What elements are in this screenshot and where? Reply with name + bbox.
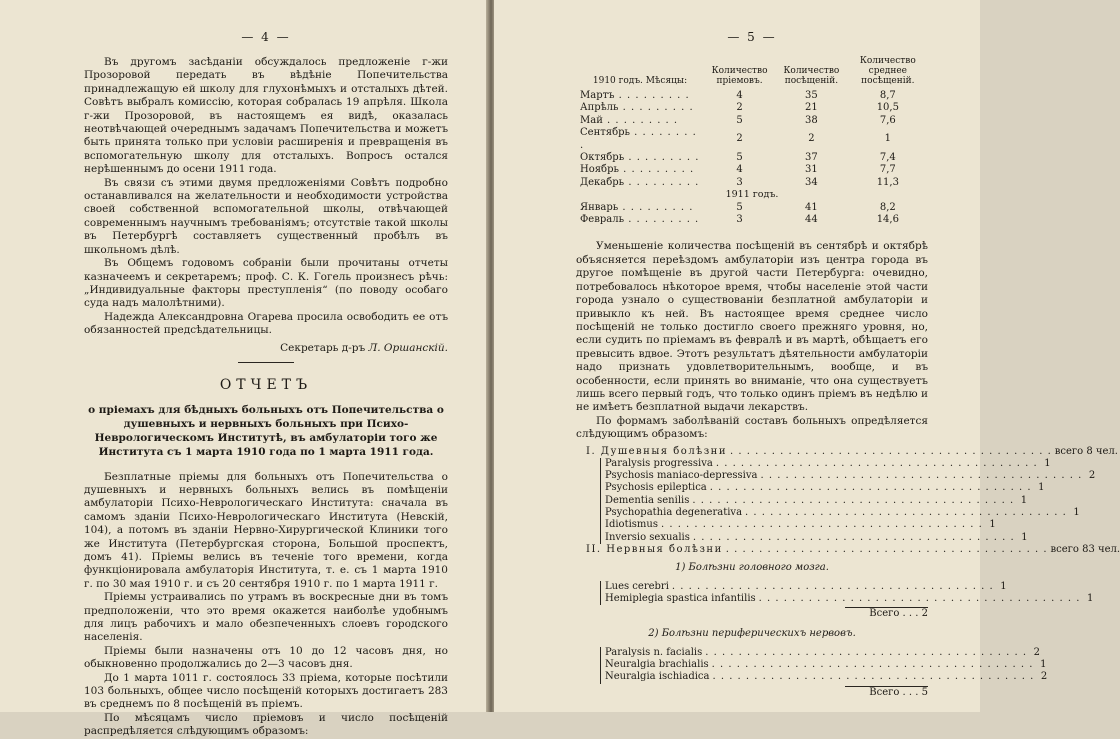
diagnosis-count: 1: [1044, 457, 1051, 469]
cell-receptions: 2: [736, 102, 743, 114]
cell-average: 1: [884, 133, 892, 145]
paragraph: До 1 марта 1011 г. состоялось 33 пріема, которые посѣтили 103 больныхъ, общее число посѣщеній которыхъ достигаетъ 283 въ среднемъ по 8 посѣщеній въ пріемъ.: [84, 671, 448, 711]
list-item: [600, 659, 1047, 671]
cell-average: 11,3: [876, 176, 899, 188]
diagnosis-name: Neuralgia brachialis: [605, 659, 709, 671]
table-row: [576, 102, 928, 114]
section-mental: [576, 445, 1118, 458]
paragraph: Въ Общемъ годовомъ собраніи были прочитаны отчеты казначеемъ и секретаремъ; проф. С. К. Гогель произнесъ рѣчь: „Индивидуальные факторы преступленія“ (по поводу особаго суда надъ малолѣтними).: [84, 257, 448, 310]
cell-receptions: 2: [736, 133, 743, 145]
list-item: [600, 580, 1007, 593]
diagnosis-name: Lues cerebri: [605, 580, 669, 592]
column-header-visits: Количество посѣщеній.: [783, 66, 840, 86]
cell-receptions: 5: [736, 114, 743, 126]
page-number: — 5 —: [727, 30, 777, 44]
table-row: [576, 152, 928, 164]
cell-month: Мартъ . . .: [576, 90, 704, 102]
section-total: всего 8 чел.: [1054, 445, 1118, 457]
signature: [84, 342, 448, 354]
signature-prefix: Секретарь д-ръ: [280, 341, 366, 354]
cell-month: Апрѣль . . .: [576, 102, 704, 114]
paragraph: Въ связи съ этими двумя предложеніями Совѣтъ подробно останавливался на желательности и необходимости устройства своей собственной вспомогательной школы, отвѣчающей современнымъ научнымъ требованіямъ; отсутствіе такой школы въ Петербургѣ составляетъ существенный пробѣлъ въ школьномъ дѣлѣ.: [84, 176, 448, 256]
page-number: — 4 —: [241, 30, 291, 44]
cell-month: Январь . . .: [576, 202, 704, 214]
list-item: [600, 494, 1028, 507]
table-row: [576, 127, 928, 152]
column-header-month: 1910 годъ. Мѣсяцы:: [592, 76, 688, 86]
cell-receptions: 3: [736, 214, 743, 226]
table-row: [576, 202, 928, 214]
cell-average: 7,6: [879, 114, 896, 126]
diagnosis-count: 2: [1088, 470, 1096, 482]
section-nervous: [576, 543, 1120, 556]
cell-receptions: 4: [736, 90, 743, 101]
paragraph: Надежда Александровна Огарева просила освободить ее отъ обязанностей предсѣдательницы.: [84, 310, 448, 337]
diagnosis-name: Psychosis epileptica: [605, 482, 707, 494]
left-page: [0, 0, 488, 738]
diagnosis-name: Inversio sexualis: [605, 531, 690, 543]
cell-month: Декабрь . . .: [576, 177, 704, 189]
diagnosis-count: 1: [1020, 494, 1028, 506]
paragraph: Въ другомъ засѣданіи обсуждалось предложеніе г-жи Прозоровой передать въ вѣдѣніе Попечительства принадлежащую ей школу для глухонѣмыхъ и отсталыхъ дѣтей. Совѣтъ выбралъ комиссію, которая собралась 19 апрѣля. Школа г-жи Прозоровой, въ настоящемъ ея видѣ, оказалась неотвѣчающей очереднымъ задачамъ Попечительства и можетъ быть принята только при условіи расширенія и превращенія въ вспомогательную школу для отсталыхъ. Вопросъ остался нерѣшеннымъ до осени 1911 года.: [84, 56, 448, 176]
divider: [238, 362, 294, 363]
table-row: [576, 164, 928, 176]
table-row: [576, 90, 928, 102]
monthly-stats-table: [576, 56, 928, 226]
cell-average: 10,5: [876, 102, 899, 114]
cell-visits: 38: [805, 114, 818, 126]
diagnosis-name: Idiotismus: [605, 519, 658, 531]
subsection-nerves-items: [576, 646, 1048, 684]
paragraph: По формамъ заболѣваній составъ больныхъ опредѣляется слѣдующимъ образомъ:: [576, 414, 928, 441]
diagnosis-count: 2: [1033, 646, 1040, 658]
diagnosis-name: Psychopathia degenerativa: [605, 507, 743, 519]
right-page: [494, 0, 1120, 712]
cell-receptions: 5: [736, 201, 743, 213]
list-item: [600, 592, 1094, 605]
diagnosis-count: 1: [1000, 580, 1007, 592]
list-item: [600, 457, 1051, 470]
cell-visits: 37: [805, 152, 818, 164]
list-item: [600, 531, 1028, 544]
cell-receptions: 3: [736, 176, 743, 188]
subsection-total: Всего . . . 2: [845, 607, 928, 620]
diagnosis-count: 1: [1087, 592, 1094, 604]
cell-visits: 35: [805, 90, 818, 101]
list-item: [600, 470, 1096, 482]
cell-visits: 31: [805, 164, 818, 176]
subsection-total: Всего . . . 5: [845, 686, 928, 699]
paragraph: Уменьшеніе количества посѣщеній въ сентябрѣ и октябрѣ объясняется переѣздомъ амбулаторіи изъ центра города въ другое помѣщеніе въ другой части Петербурга: очевидно, потребовалось нѣкоторое время, чтобы населеніе этой части города узнало о существованіи безплатной амбулаторіи и привыкло къ ней. Въ настоящее время среднее число посѣщеній не только достигло своего прежняго уровня, но, если судить по пріемамъ въ февралѣ и въ мартѣ, обѣщаетъ его превысить вдвое. Этотъ результатъ дѣятельности амбулаторіи надо признать удовлетворительнымъ, вообще, и въ особенности, если принять во вниманіе, что она существуетъ лишь всего первый годъ, что только одинъ пріемъ въ недѣлю и не имѣетъ безплатной выдачи лекарствъ.: [576, 240, 928, 414]
cell-receptions: 5: [736, 152, 743, 164]
table-row: [576, 115, 928, 127]
subsection-brain-items: [576, 580, 1094, 606]
cell-month: Ноябрь . . .: [576, 164, 704, 176]
rows-1911: [576, 202, 928, 227]
section-total: всего 83 чел.: [1050, 543, 1120, 555]
section-label: I. Душевныя болѣзни: [586, 445, 727, 457]
diagnosis-count: 2: [1040, 671, 1048, 683]
table-row: [576, 214, 928, 226]
rows-1910: [576, 90, 928, 189]
table-row: [576, 177, 928, 189]
diagnosis-count: 1: [1021, 531, 1028, 543]
paragraph: Пріемы устраивались по утрамъ въ воскресные дни въ томъ предположеніи, что это время окажется наиболѣе удобнымъ для лицъ рабочихъ и мало обезпеченныхъ слоевъ городского населенія.: [84, 591, 448, 644]
list-item: [600, 671, 1048, 683]
diagnosis-count: 1: [1038, 482, 1045, 494]
diagnosis-name: Psychosis maniaco-depressiva: [605, 470, 758, 482]
signature-name: Л. Оршанскій.: [368, 341, 448, 354]
report-title: ОТЧЕТЪ: [219, 376, 313, 393]
cell-month: Февраль . . .: [576, 214, 704, 226]
cell-visits: 41: [805, 201, 818, 213]
section-mental-items: [576, 457, 1096, 544]
cell-month: Май . . .: [576, 115, 704, 127]
cell-average: 8,2: [879, 201, 896, 213]
paragraph: Пріемы были назначены отъ 10 до 12 часовъ дня, но обыкновенно продолжались до 2—3 часовъ дня.: [84, 644, 448, 671]
year-label: 1911 годъ.: [725, 189, 779, 201]
list-item: [600, 519, 996, 531]
section-label: II. Нервныя болѣзни: [586, 543, 723, 555]
diagnosis-count: 1: [989, 519, 996, 531]
cell-average: 7,7: [879, 164, 896, 176]
cell-average: 8,7: [879, 90, 896, 101]
cell-month: Сентябрь . . .: [576, 127, 704, 152]
diagnosis-name: Paralysis progressiva: [605, 457, 713, 469]
diagnosis-name: Neuralgia ischiadica: [605, 671, 710, 683]
column-header-average: Количество среднее посѣщеній.: [859, 56, 916, 86]
list-item: [600, 482, 1045, 494]
cell-visits: 34: [805, 176, 818, 188]
subsection-title: 1) Болѣзни головного мозга.: [675, 562, 829, 574]
list-item: [600, 646, 1040, 659]
cell-visits: 21: [805, 102, 818, 114]
diagnosis-name: Dementia senilis: [605, 494, 690, 506]
cell-visits: 44: [805, 214, 818, 226]
cell-receptions: 4: [736, 164, 743, 176]
diagnosis-list: [576, 445, 1120, 699]
cell-month: Октябрь . . .: [576, 152, 704, 164]
paragraph: Безплатные пріемы для больныхъ отъ Попечительства о душевныхъ и нервныхъ больныхъ велись въ помѣщеніи амбулаторіи Психо-Неврологическаго Института: сначала въ самомъ зданіи Психо-Неврологическаго Института (Невскій, 104), а потомъ въ зданіи Нервно-Хирургической Клиники того же Института (Петербургская сторона, Большой проспектъ, домъ 41). Пріемы велись въ теченіе того времени, когда функціонировала амбулаторія Института, т. е. съ 1 марта 1910 г. по 30 мая 1910 г. и съ 20 сентября 1910 г. по 1 марта 1911 г.: [84, 470, 448, 590]
cell-average: 14,6: [876, 214, 899, 226]
list-item: [600, 507, 1080, 519]
subsection-title: 2) Болѣзни периферическихъ нервовъ.: [648, 628, 856, 640]
cell-visits: 2: [808, 133, 815, 145]
paragraph: По мѣсяцамъ число пріемовъ и число посѣщеній распредѣляется слѣдующимъ образомъ:: [84, 711, 448, 738]
diagnosis-count: 1: [1073, 507, 1080, 519]
cell-average: 7,4: [879, 152, 896, 164]
diagnosis-name: Paralysis n. facialis: [605, 646, 703, 658]
column-header-receptions: Количество пріемовъ.: [711, 66, 768, 86]
report-subtitle: о пріемахъ для бѣдныхъ больныхъ отъ Попечительства о душевныхъ и нервныхъ больныхъ при Психо-Неврологическомъ Институтѣ, въ амбулаторіи того же Института съ 1 марта 1910 года по 1 марта 1911 года.: [88, 403, 444, 458]
diagnosis-name: Hemiplegia spastica infantilis: [605, 592, 756, 604]
diagnosis-count: 1: [1040, 659, 1047, 671]
